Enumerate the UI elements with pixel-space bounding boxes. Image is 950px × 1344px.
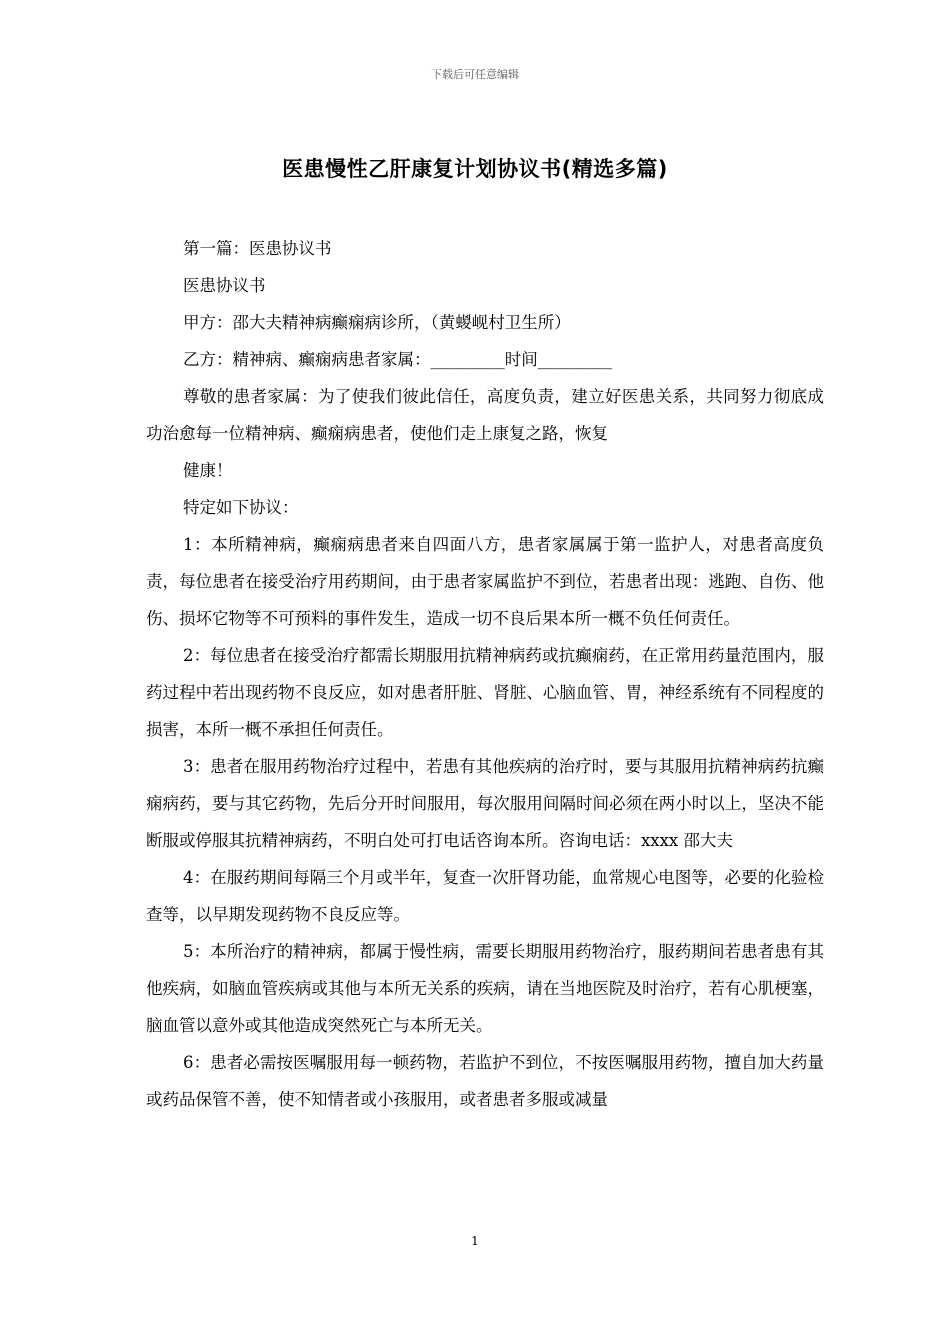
clause-4: 4：在服药期间每隔三个月或半年，复查一次肝肾功能，血常规心电图等，必要的化验检查等，以早期发现药物不良反应等。 [146,868,824,924]
header-note: 下载后可任意编辑 [431,68,519,81]
party-b: 乙方：精神病、癫痫病患者家属：_________时间_________ [183,350,612,369]
greeting-end: 健康！ [183,461,233,480]
clause-3: 3：患者在服用药物治疗过程中，若患有其他疾病的治疗时，要与其服用抗精神病药抗癫痫病药，要与其它药物，先后分开时间服用，每次服用间隔时间必须在两小时以上，坚决不能断服或停服其抗精神病药，不明白处可打电话咨询本所。咨询电话：xxxx 邵大夫 [146,757,824,850]
agreement-intro: 特定如下协议： [183,498,299,517]
clause-6: 6：患者必需按医嘱服用每一顿药物，若监护不到位，不按医嘱服用药物，擅自加大药量或药品保管不善，使不知情者或小孩服用，或者患者多服或减量 [146,1053,824,1109]
clause-1: 1：本所精神病，癫痫病患者来自四面八方，患者家属属于第一监护人，对患者高度负责，每位患者在接受治疗用药期间，由于患者家属监护不到位，若患者出现：逃跑、自伤、他伤、损坏它物等不可预料的事件发生，造成一切不良后果本所一概不负任何责任。 [146,535,824,628]
document-body [146,230,824,1118]
page-number: 1 [471,1234,479,1248]
clause-2: 2：每位患者在接受治疗都需长期服用抗精神病药或抗癫痫药，在正常用药量范围内，服药过程中若出现药物不良反应，如对患者肝脏、肾脏、心脑血管、胃，神经系统有不同程度的损害，本所一概不承担任何责任。 [146,646,824,739]
greeting-paragraph: 尊敬的患者家属：为了使我们彼此信任，高度负责，建立好医患关系，共同努力彻底成功治愈每一位精神病、癫痫病患者，使他们走上康复之路，恢复 [146,387,824,443]
clause-5: 5：本所治疗的精神病，都属于慢性病，需要长期服用药物治疗，服药期间若患者患有其他疾病，如脑血管疾病或其他与本所无关系的疾病，请在当地医院及时治疗，若有心肌梗塞，脑血管以意外或其他造成突然死亡与本所无关。 [146,942,824,1035]
section-heading: 第一篇：医患协议书 [183,239,332,258]
party-a: 甲方：邵大夫精神病癫痫病诊所，（黄蝬岘村卫生所） [183,313,571,332]
document-title: 医患慢性乙肝康复计划协议书(精选多篇) [282,157,668,181]
sub-heading: 医患协议书 [183,276,266,295]
